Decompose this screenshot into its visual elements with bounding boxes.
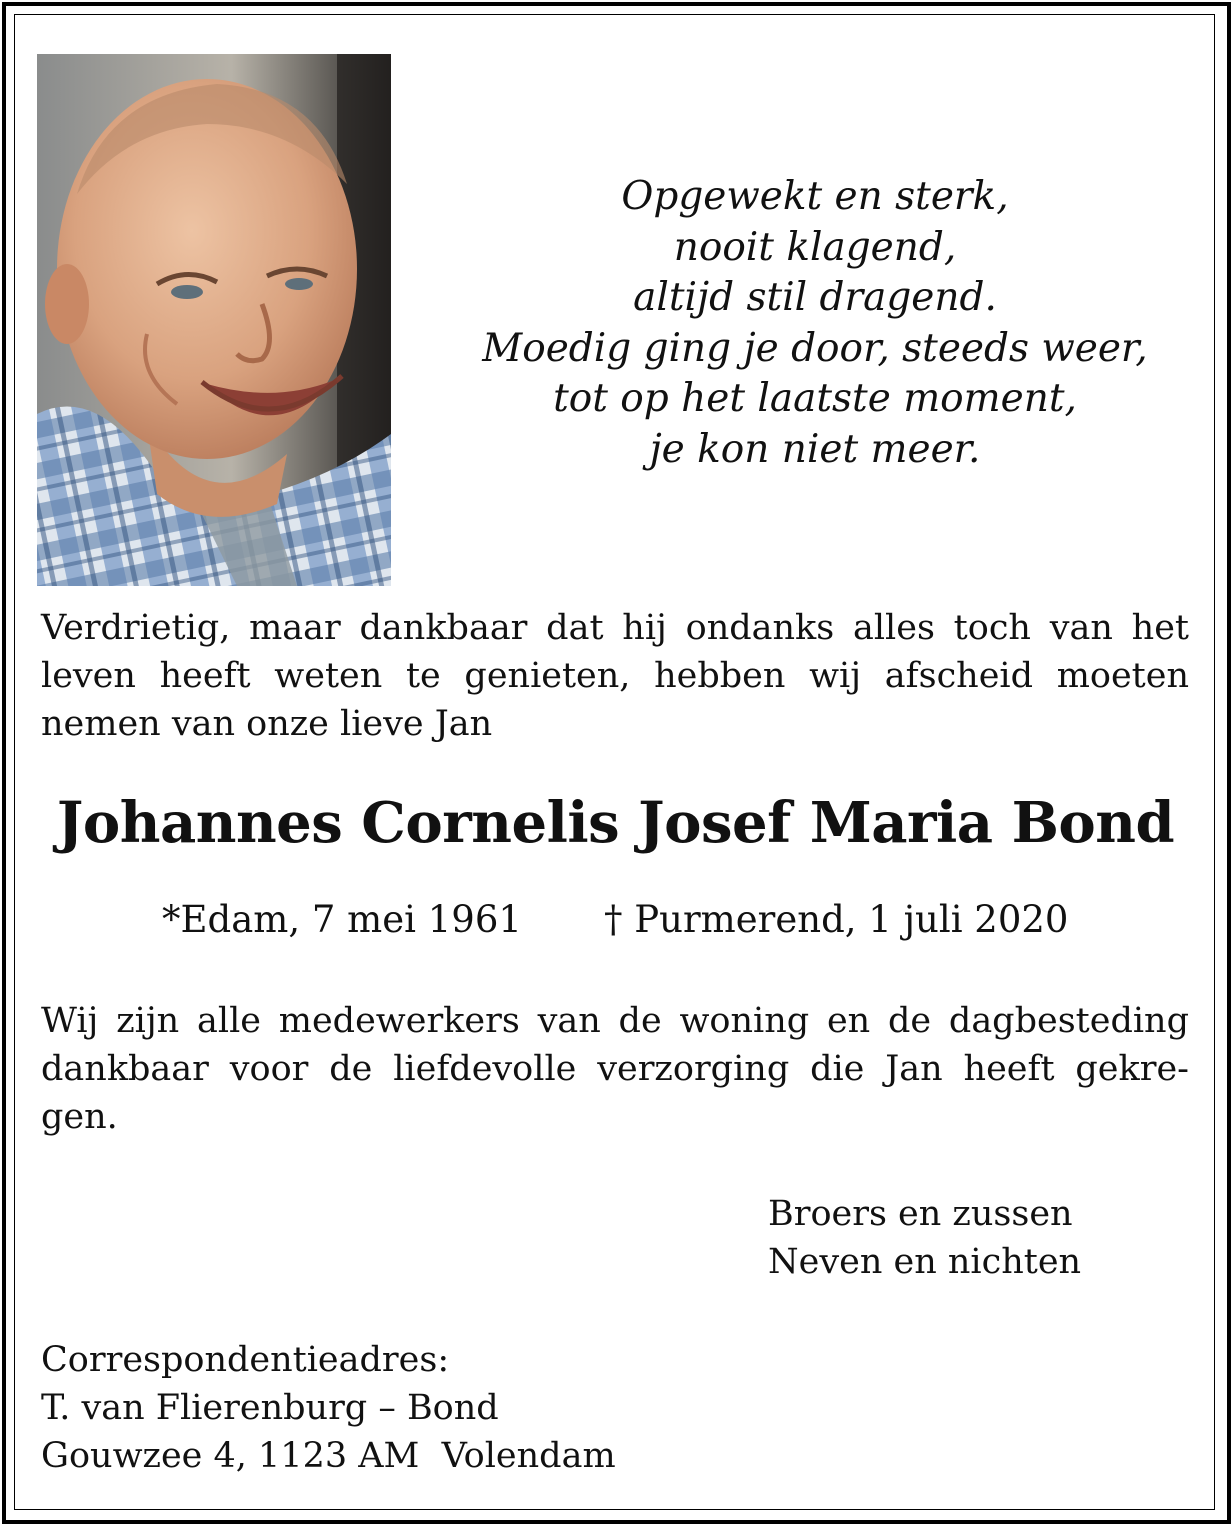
thanks-line: Wij zijn alle medewerkers van de woning en de dagbesteding	[41, 1001, 1189, 1041]
signer-line: Neven en nichten	[768, 1242, 1082, 1282]
intro-line: leven heeft weten te genieten, hebben wij afscheid moeten	[41, 656, 1189, 696]
address-street: Gouwzee 4, 1123 AM Volendam	[41, 1436, 616, 1476]
portrait-photo	[37, 54, 391, 586]
address-label: Correspondentieadres:	[41, 1340, 450, 1380]
thanks-paragraph	[41, 997, 1189, 1141]
deceased-name: Johannes Cornelis Josef Maria Bond	[56, 790, 1175, 856]
intro-line: nemen van onze lieve Jan	[41, 704, 493, 744]
poem-line: je kon niet meer.	[649, 426, 981, 472]
signers-block	[768, 1190, 1081, 1286]
birth-date: *Edam, 7 mei 1961	[162, 898, 522, 941]
intro-line: Verdrietig, maar dankbaar dat hij ondanks alles toch van het	[41, 608, 1189, 648]
poem-line: nooit klagend,	[673, 224, 957, 270]
poem-line: Opgewekt en sterk,	[621, 174, 1009, 219]
thanks-line: dankbaar voor de liefdevolle verzorging die Jan heeft gekre-	[41, 1049, 1189, 1089]
poem-line: altijd stil dragend.	[633, 275, 997, 320]
correspondence-address	[41, 1336, 616, 1480]
thanks-line: gen.	[41, 1097, 118, 1137]
memorial-poem	[440, 172, 1190, 475]
death-date: † Purmerend, 1 juli 2020	[604, 898, 1069, 941]
poem-line: tot op het laatste moment,	[553, 376, 1077, 421]
intro-paragraph	[41, 604, 1189, 748]
poem-line: Moedig ging je door, steeds weer,	[482, 325, 1148, 371]
signer-line: Broers en zussen	[768, 1194, 1073, 1234]
address-name: T. van Flierenburg – Bond	[41, 1388, 499, 1428]
